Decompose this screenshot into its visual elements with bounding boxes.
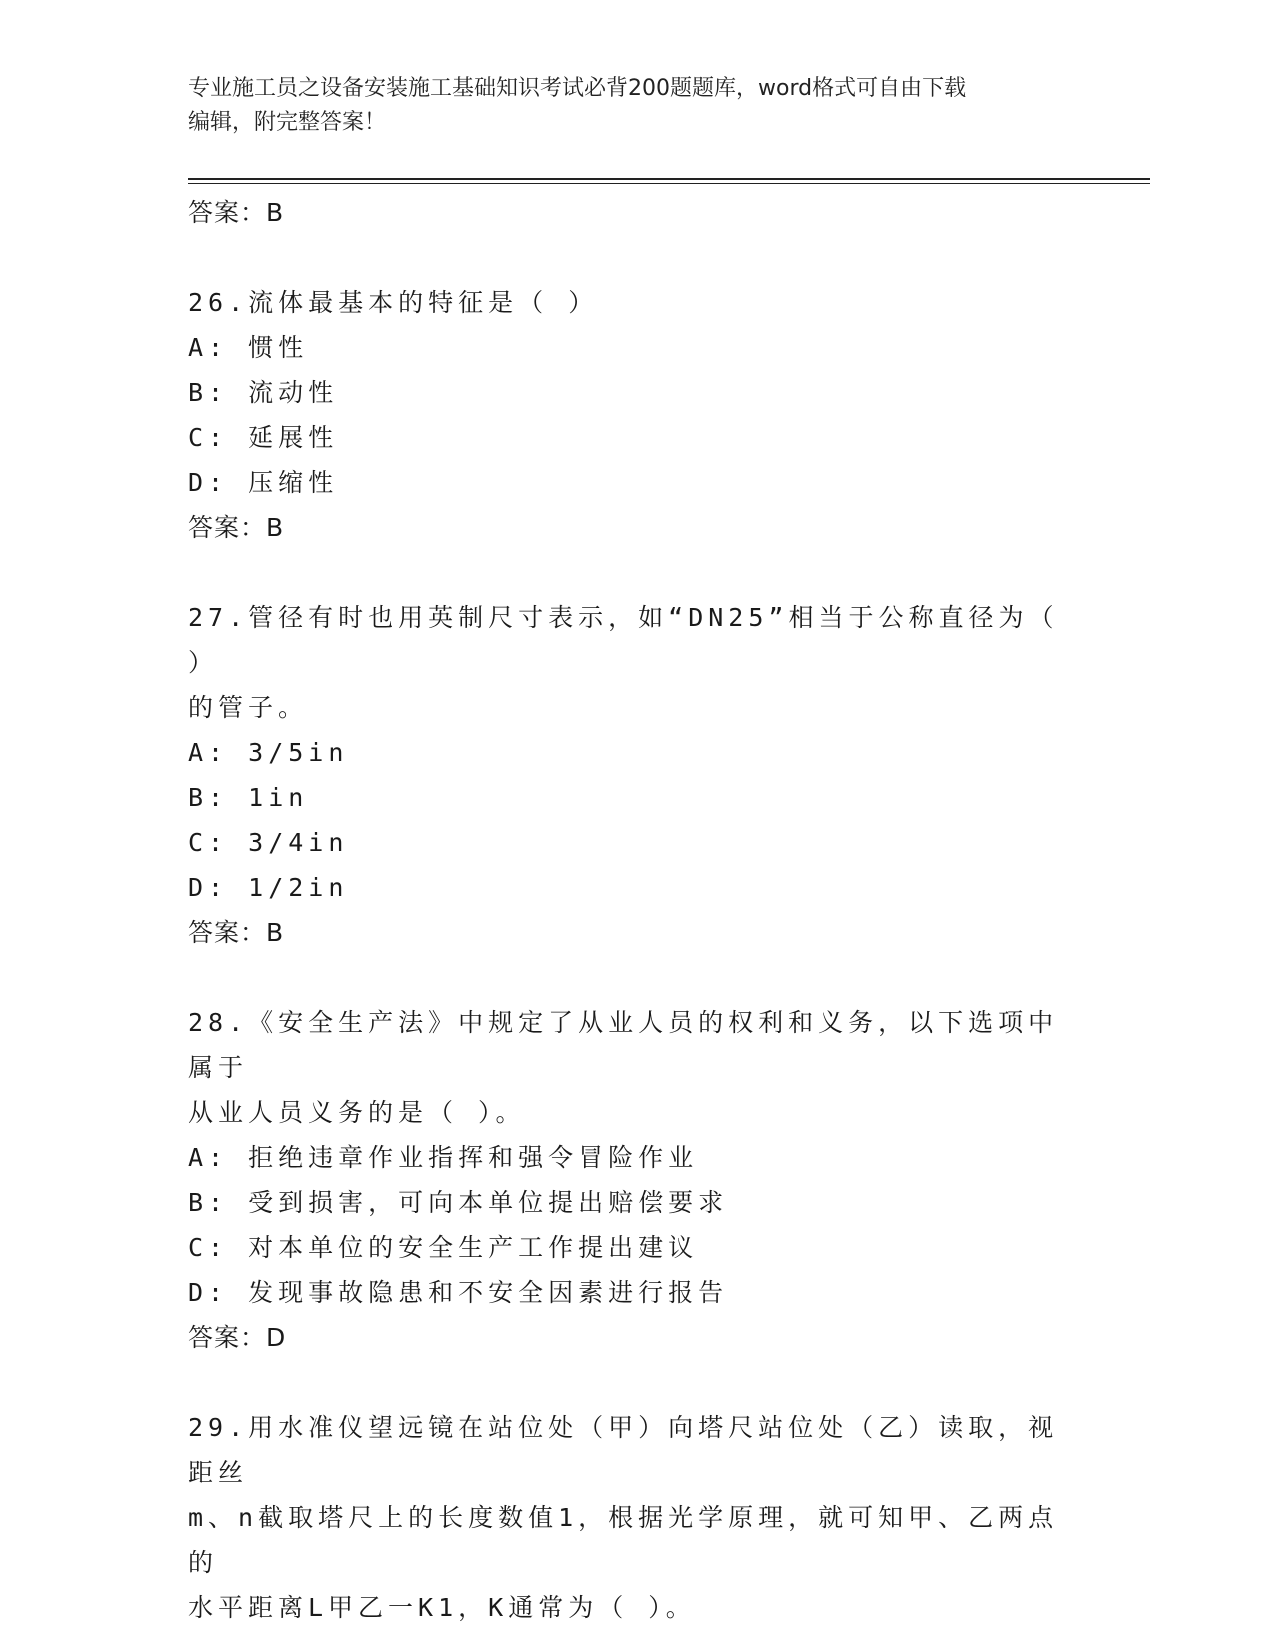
question-list	[188, 190, 1088, 1630]
question-27	[188, 595, 1088, 955]
option-c: C: 延展性	[188, 423, 339, 452]
header-rule-thin	[188, 183, 1150, 184]
header-line-1: 专业施工员之设备安装施工基础知识考试必背200题题库，word格式可自由下载	[188, 76, 967, 101]
question-26	[188, 280, 1088, 550]
question-text-continued: m、n截取塔尺上的长度数值1，根据光学原理，就可知甲、乙两点的	[188, 1503, 1059, 1577]
option-b: B: 受到损害，可向本单位提出赔偿要求	[188, 1188, 729, 1217]
answer-line: 答案：B	[188, 513, 285, 542]
header-line-2: 编辑，附完整答案！	[188, 110, 387, 135]
question-text: 27.管径有时也用英制尺寸表示，如“DN25”相当于公称直径为（ ）	[188, 603, 1059, 677]
spacer	[188, 1360, 1088, 1405]
answer-line: 答案：B	[188, 918, 285, 947]
question-28	[188, 1000, 1088, 1360]
option-c: C: 3/4in	[188, 828, 349, 857]
question-text-continued: 的管子。	[188, 693, 309, 722]
spacer	[188, 955, 1088, 1000]
spacer	[188, 235, 1088, 280]
question-text: 29.用水准仪望远镜在站位处（甲）向塔尺站位处（乙）读取，视距丝	[188, 1413, 1059, 1487]
question-text: 28.《安全生产法》中规定了从业人员的权利和义务，以下选项中属于	[188, 1008, 1059, 1082]
option-a: A: 惯性	[188, 333, 309, 362]
question-text-continued: 从业人员义务的是（ ）。	[188, 1098, 526, 1127]
option-d: D: 1/2in	[188, 873, 349, 902]
option-a: A: 3/5in	[188, 738, 349, 767]
answer-line: 答案：D	[188, 1323, 287, 1352]
answer-line: 答案：B	[188, 198, 285, 227]
option-c: C: 对本单位的安全生产工作提出建议	[188, 1233, 699, 1262]
option-b: B: 流动性	[188, 378, 339, 407]
header-rule-thick	[188, 178, 1150, 180]
option-d: D: 发现事故隐患和不安全因素进行报告	[188, 1278, 729, 1307]
spacer	[188, 550, 1088, 595]
option-d: D: 压缩性	[188, 468, 339, 497]
option-a: A: 拒绝违章作业指挥和强令冒险作业	[188, 1143, 699, 1172]
option-b: B: 1in	[188, 783, 309, 812]
document-header	[188, 72, 1068, 140]
question-29	[188, 1405, 1088, 1630]
question-text: 26.流体最基本的特征是（ ）	[188, 288, 599, 317]
question-text-continued: 水平距离L甲乙一K1，K通常为（ ）。	[188, 1593, 696, 1622]
